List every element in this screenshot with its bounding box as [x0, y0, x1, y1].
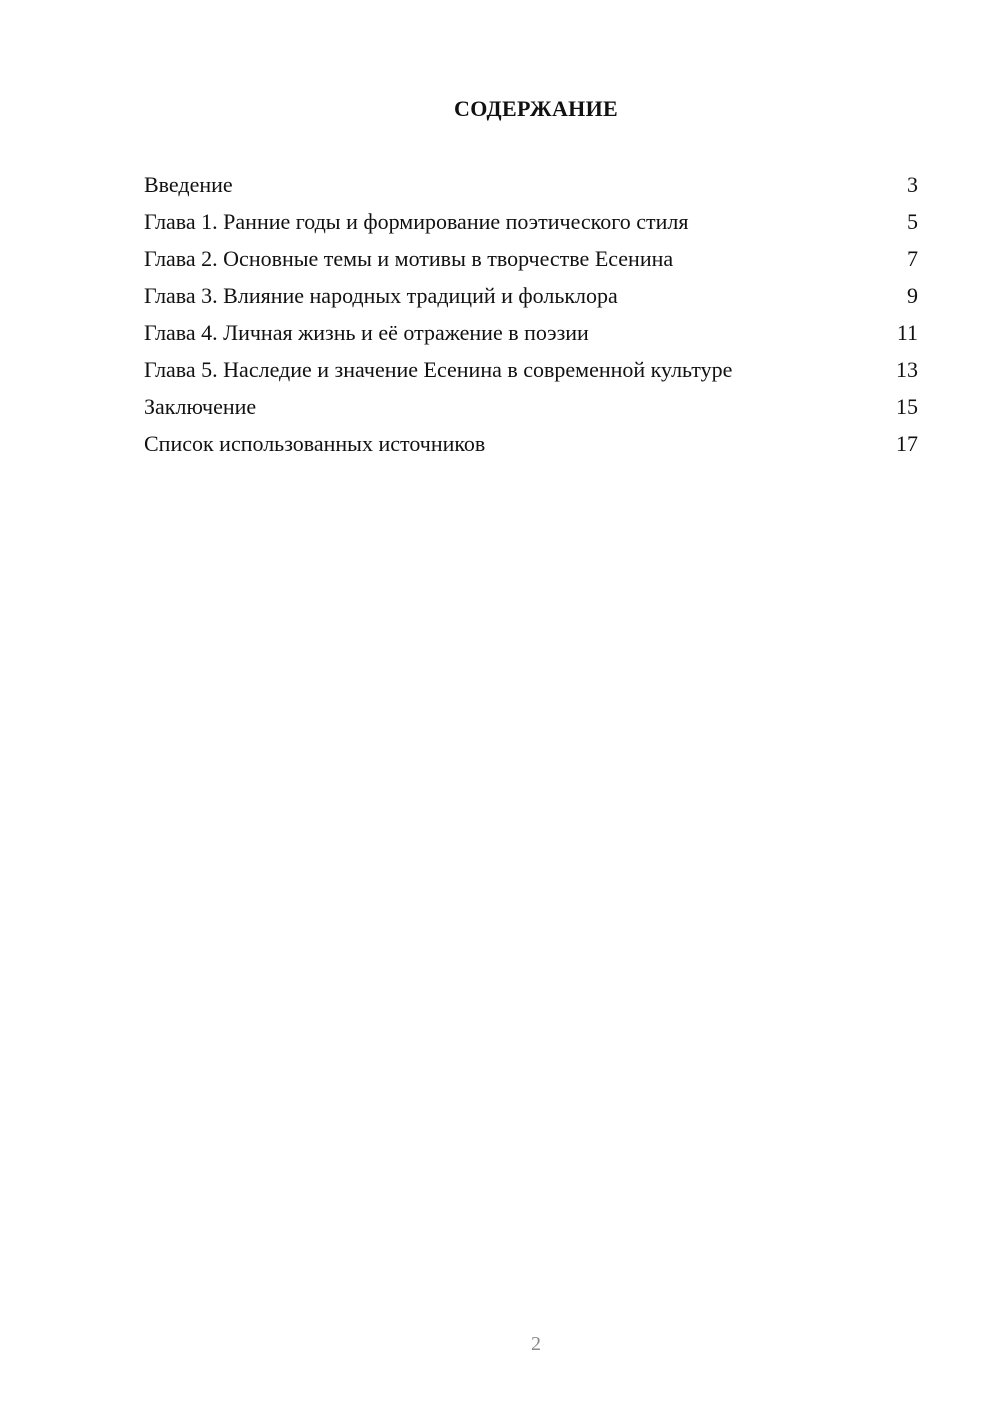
toc-entry-label: Введение	[144, 172, 233, 197]
toc-entry-chapter-1[interactable]	[144, 205, 918, 242]
toc-entry-chapter-2[interactable]	[144, 242, 918, 279]
toc-entry-page-number: 11	[896, 320, 918, 345]
table-of-contents	[144, 168, 918, 464]
toc-entry-label: Глава 1. Ранние годы и формирование поэтического стиля	[144, 209, 689, 234]
toc-entry-conclusion[interactable]	[144, 390, 918, 427]
toc-entry-chapter-5[interactable]	[144, 353, 918, 390]
toc-entry-references[interactable]	[144, 427, 918, 464]
toc-entry-page-number: 13	[896, 357, 918, 382]
toc-entry-chapter-3[interactable]	[144, 279, 918, 316]
toc-entry-page-number: 17	[896, 431, 918, 456]
toc-entry-label: Заключение	[144, 394, 257, 419]
toc-entry-page-number: 3	[907, 172, 918, 197]
toc-entry-label: Глава 4. Личная жизнь и её отражение в поэзии	[144, 320, 589, 345]
toc-entry-chapter-4[interactable]	[144, 316, 918, 353]
toc-entry-page-number: 7	[907, 246, 918, 271]
toc-entry-page-number: 15	[896, 394, 918, 419]
toc-entry-page-number: 9	[907, 283, 918, 308]
page-title: СОДЕРЖАНИЕ	[454, 96, 618, 121]
toc-entry-label: Глава 3. Влияние народных традиций и фольклора	[144, 283, 618, 308]
toc-entry-label: Глава 5. Наследие и значение Есенина в современной культуре	[144, 357, 733, 382]
toc-entry-label: Список использованных источников	[144, 431, 486, 456]
toc-entry-label: Глава 2. Основные темы и мотивы в творчестве Есенина	[144, 246, 674, 271]
toc-entry-introduction[interactable]	[144, 168, 918, 205]
toc-entry-page-number: 5	[907, 209, 918, 234]
page-number-footer: 2	[531, 1333, 541, 1355]
